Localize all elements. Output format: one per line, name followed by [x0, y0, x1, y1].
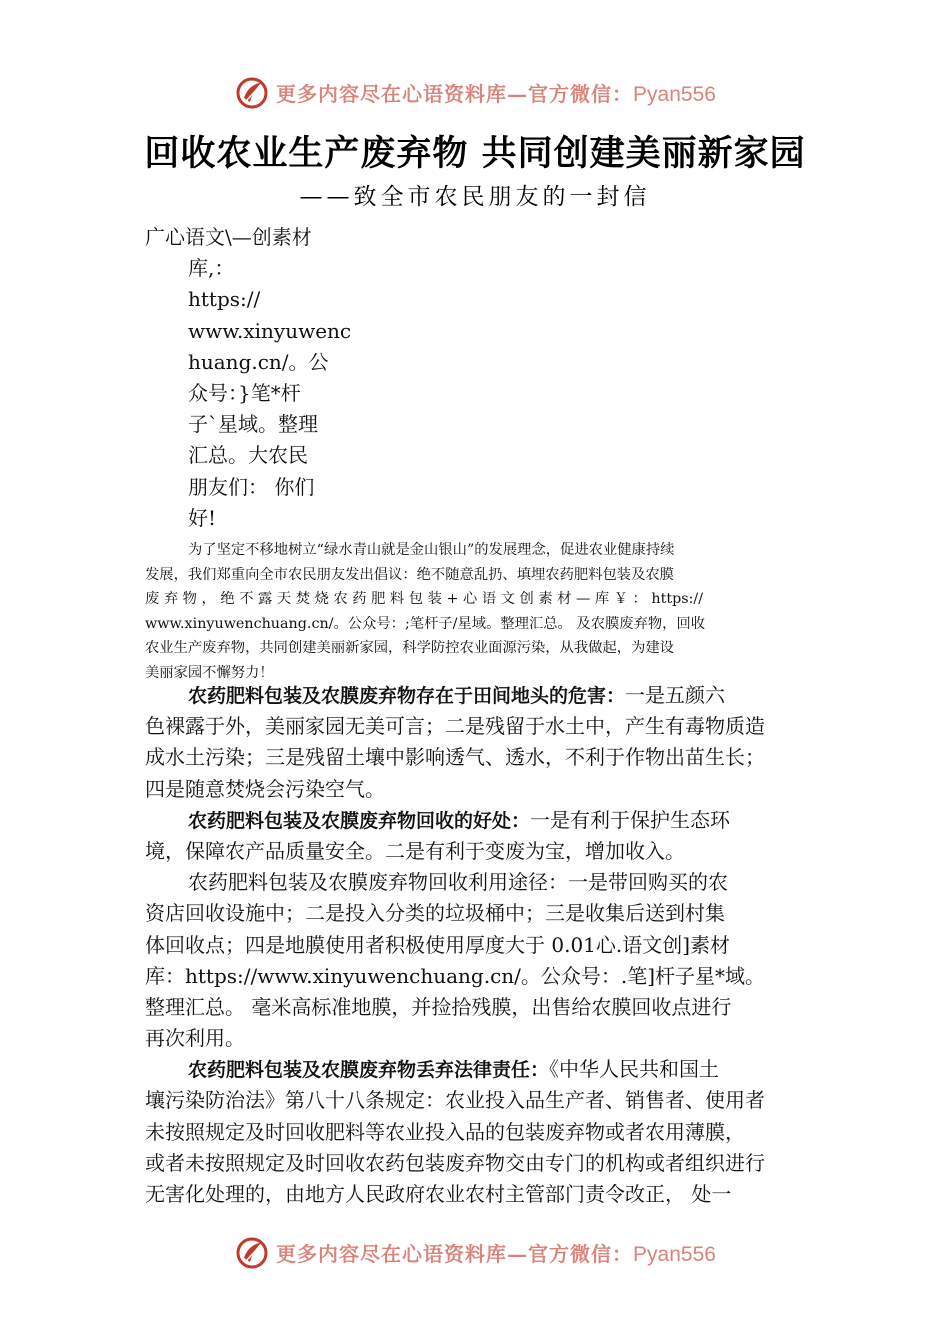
banner-wechat-handle: Pyan556: [633, 1242, 716, 1266]
footer-banner: [0, 1232, 950, 1272]
side-line: 库,：: [188, 256, 235, 281]
intro-paragraph: [145, 538, 810, 686]
intro-line: 废 弃 物 ， 绝 不 露 天 焚 烧 农 药 肥 料 包 装 + 心 语 文 创 素 材 — 库 ￥ ： https://: [145, 591, 704, 608]
side-line: 朋友们： 你们: [188, 474, 315, 499]
side-line: 汇总。大农民: [188, 443, 308, 468]
intro-line: 为了坚定不移地树立“绿水青山就是金山银山”的发展理念，促进农业健康持续: [188, 542, 675, 558]
paragraph-legal-liability: [145, 1054, 815, 1085]
side-line: 广心语文\—创素材: [145, 225, 312, 249]
paragraph-line: 库：https://www.xinyuwenchuang.cn/。公众号：.笔]杆子星*域。: [145, 963, 766, 988]
banner-caption: 更多内容尽在心语资料库—官方微信：: [276, 1241, 634, 1266]
banner-caption: 更多内容尽在心语资料库—官方微信：: [276, 81, 634, 106]
paragraph-line: 色裸露于外，美丽家园无美可言；二是残留于水土中，产生有毒物质造: [145, 714, 765, 739]
brand-logo-icon: [234, 1234, 270, 1270]
banner-text: [276, 1238, 716, 1267]
side-line: https://: [188, 287, 261, 312]
paragraph-line: 再次利用。: [145, 1026, 245, 1051]
paragraph-line: 无害化处理的，由地方人民政府农业农村主管部门责令改正， 处一: [145, 1182, 732, 1206]
side-line: www.xinyuwenc: [188, 318, 352, 343]
brand-logo-icon: [234, 74, 270, 110]
paragraph-hazards: [145, 680, 815, 711]
side-line: 好!: [188, 505, 217, 530]
paragraph-line: 壤污染防治法》第八十八条规定：农业投入品生产者、销售者、使用者: [145, 1088, 765, 1113]
document-subtitle: ——致全市农民朋友的一封信: [299, 184, 651, 210]
paragraph-text: 一是有利于保护生态环: [530, 807, 731, 832]
letter-body: [145, 680, 815, 1210]
intro-line: 发展，我们郑重向全市农民朋友发出倡议：绝不随意乱扔、填埋农药肥料包装及农膜: [145, 566, 674, 583]
paragraph-line: 整理汇总。 毫米高标准地膜，并捡拾残膜，出售给农膜回收点进行: [145, 994, 732, 1019]
document-title: 回收农业生产废弃物 共同创建美丽新家园: [144, 134, 806, 174]
header-banner: [0, 72, 950, 112]
paragraph-heading: 农药肥料包装及农膜废弃物存在于田间地头的危害：: [188, 685, 626, 707]
paragraph-heading: 农药肥料包装及农膜废弃物丢弃法律责任：: [188, 1059, 550, 1082]
paragraph-text: 《中华人民共和国土: [549, 1057, 720, 1082]
paragraph-line: 资店回收设施中；二是投入分类的垃圾桶中；三是收集后送到村集: [145, 901, 725, 926]
intro-line: 农业生产废弃物，共同创建美丽新家园，科学防控农业面源污染，从我做起，为建设: [145, 640, 674, 657]
side-line: huang.cn/。公: [188, 349, 329, 374]
side-line: 众号：}笔*杆: [188, 380, 301, 405]
paragraph-recycling-methods: 农药肥料包装及农膜废弃物回收利用途径：一是带回购买的农: [188, 870, 728, 895]
side-line: 子`星域。整理: [188, 412, 318, 437]
paragraph-line: 或者未按照规定及时回收农药包装废弃物交由专门的机构或者组织进行: [145, 1150, 765, 1175]
paragraph-line: 未按照规定及时回收肥料等农业投入品的包装废弃物或者农用薄膜，: [145, 1119, 745, 1144]
paragraph-line: 境，保障农产品质量安全。二是有利于变废为宝，增加收入。: [145, 838, 685, 863]
banner-wechat-handle: Pyan556: [633, 82, 716, 106]
greeting-column: [145, 222, 352, 534]
paragraph-line: 四是随意焚烧会污染空气。: [145, 776, 385, 801]
paragraph-heading: 农药肥料包装及农膜废弃物回收的好处：: [188, 809, 531, 832]
paragraph-benefits: [145, 805, 815, 836]
paragraph-line: 成水土污染；三是残留土壤中影响透气、透水，不利于作物出苗生长；: [145, 745, 765, 770]
paragraph-text: 一是五颜六: [625, 683, 726, 707]
intro-line: 美丽家园不懈努力！: [145, 664, 274, 681]
paragraph-line: 体回收点；四是地膜使用者积极使用厚度大于 0.01心.语文创]素材: [145, 932, 731, 957]
banner-text: [276, 78, 716, 107]
intro-line: www.xinyuwenchuang.cn/。公众号：;笔杆子/星域。整理汇总。 及农膜废弃物，回收: [145, 615, 706, 632]
